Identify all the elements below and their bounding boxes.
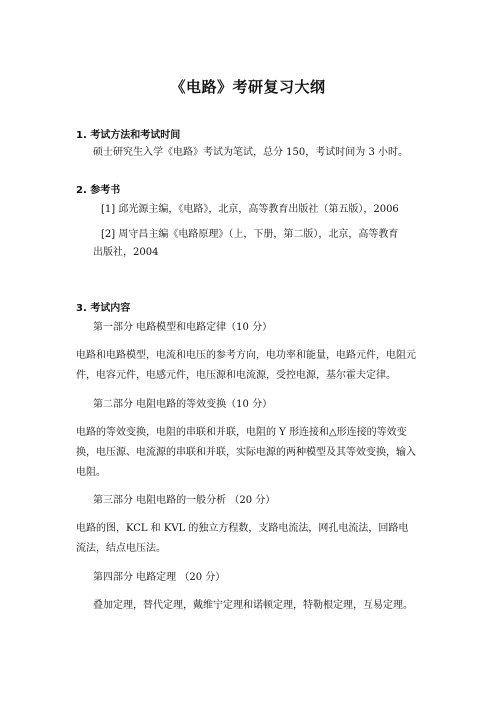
reference-2-continued: 出版社，2004 [93, 247, 159, 258]
section-heading-1: 1. 考试方法和考试时间 [76, 130, 181, 141]
page-title: 《电路》考研复习大纲 [170, 78, 326, 96]
section-heading-2: 2. 参考书 [76, 185, 121, 196]
part-4-title: 第四部分 电路定理 （20 分） [93, 572, 226, 583]
part-2-body: 电路的等效变换，电阻的串联和并联，电阻的 Y 形连接和△形连接的等效变换，电压源、电流源的串联和并联，实际电源的两种模型及其等效变换，输入电阻。 [76, 427, 416, 478]
reference-1: [1] 邱光源主编，《电路》，北京，高等教育出版社（第五版），2006 [101, 204, 399, 215]
part-3-body: 电路的图，KCL 和 KVL 的独立方程数，支路电流法，网孔电流法，回路电流法，结点电压法。 [76, 523, 409, 554]
reference-2: [2] 周守昌主编《电路原理》（上，下册，第二版），北京，高等教育 [101, 229, 399, 240]
section-1-text: 硕士研究生入学《电路》考试为笔试，总分 150，考试时间为 3 小时。 [93, 147, 408, 158]
part-1-body: 电路和电路模型，电流和电压的参考方向，电功率和能量，电路元件，电阻元件，电容元件，电感元件，电压源和电流源，受控电源，基尔霍夫定律。 [76, 350, 416, 381]
part-4-body: 叠加定理，替代定理，戴维宁定理和诺顿定理，特勒根定理，互易定理。 [93, 600, 413, 611]
part-1-title: 第一部分 电路模型和电路定律（10 分） [93, 322, 273, 333]
section-heading-3: 3. 考试内容 [76, 303, 131, 314]
part-3-title: 第三部分 电阻电路的一般分析 （20 分） [93, 495, 276, 506]
part-2-title: 第二部分 电阻电路的等效变换（10 分） [93, 399, 273, 410]
